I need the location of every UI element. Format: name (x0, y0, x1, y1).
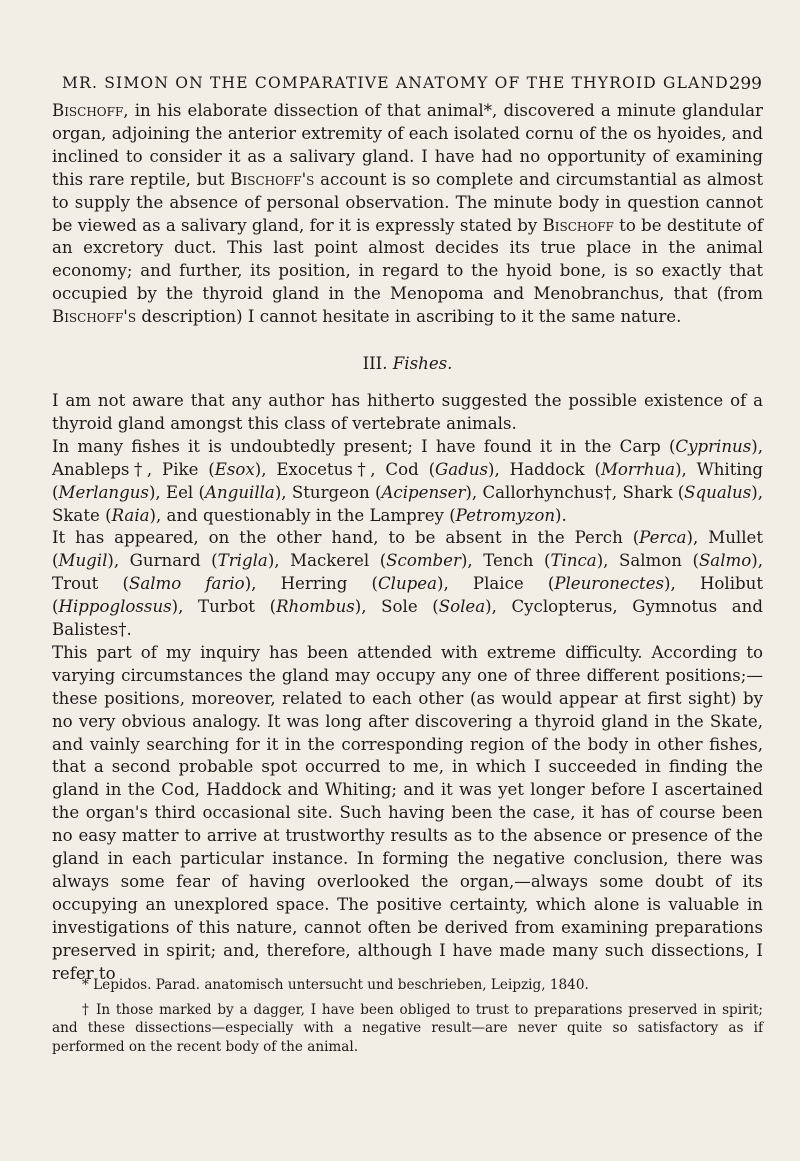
latin-name: Gadus (435, 459, 489, 479)
footnote-dagger: † In those marked by a dagger, I have been obliged to trust to preparations preserved in spirit; and these dissections—especially with a negative result—are never quite so satisfactory as if performed on the recent body of the animal. (52, 1001, 763, 1055)
paragraph-absent (52, 527, 763, 642)
text-run: ), Turbot ( (171, 597, 277, 617)
running-title: MR. SIMON ON THE COMPARATIVE ANATOMY OF THE THYROID GLAND. (62, 74, 735, 92)
latin-name: Raia (111, 505, 150, 525)
latin-name: Merlangus (58, 482, 149, 502)
latin-name: Anguilla (205, 482, 275, 502)
text-run: account is so complete and circumstantial as almost to supply the absence of personal observation. The minute body in question cannot be viewed as a salivary gland, for it is expressly stated by (52, 169, 763, 235)
text-run: ), Salmon ( (596, 551, 699, 571)
paragraph-bischoff (52, 100, 763, 329)
latin-name: Esox (214, 459, 255, 479)
text-run: ), Exocetus†, Cod ( (254, 459, 436, 479)
text-run: ), Whiting ( (52, 459, 764, 502)
text-run: ), Cyclopterus, Gymnotus and Balistes†. (52, 597, 763, 640)
latin-name: Solea (438, 597, 486, 617)
latin-name: Squalus (684, 482, 752, 502)
section-heading (52, 353, 763, 376)
text-run: ), Sole ( (354, 597, 439, 617)
paragraph-intro: I am not aware that any author has hitherto suggested the possible existence of a thyroid gland amongst this class of vertebrate animals. (52, 390, 763, 433)
text-run: ), Eel ( (148, 482, 206, 502)
text-run: ), Anableps†, Pike ( (52, 436, 763, 479)
latin-name: Trigla (217, 551, 268, 571)
author-name: Bischoff (542, 215, 614, 235)
latin-name: Scomber (386, 551, 461, 571)
text-run: ), Callorhynchus†, Shark ( (465, 482, 685, 502)
page-number: 299 (729, 74, 762, 94)
text-run: ), and questionably in the Lamprey ( (149, 505, 456, 525)
text-run: description) I cannot hesitate in ascribing to it the same nature. (136, 307, 682, 327)
latin-name: Pleuronectes (554, 574, 665, 594)
text-run: ), Herring ( (244, 574, 378, 594)
text-run: ), Holibut ( (52, 574, 763, 617)
text-run: It has appeared, on the other hand, to be absent in the Perch ( (52, 528, 640, 548)
text-run: ), Trout ( (52, 551, 763, 594)
text-run: In many fishes it is undoubtedly present; I have found it in the Carp ( (52, 436, 676, 456)
text-run: ), Tench ( (460, 551, 551, 571)
latin-name: Cyprinus (675, 436, 752, 456)
latin-name: Clupea (377, 574, 438, 594)
author-name: Bischoff (52, 101, 124, 120)
text-run: ), Haddock ( (488, 459, 601, 479)
footnotes (52, 976, 763, 1056)
latin-name: Perca (639, 528, 687, 548)
text-run: to be destitute of an excretory duct. This last point almost decides its true place in the animal economy; and further, its position, in regard to the hyoid bone, is so exactly that occupied by the thyroid gland in the Menopoma and Menobranchus, that (from (52, 215, 764, 304)
section-number: III. (362, 354, 388, 374)
latin-name: Acipenser (381, 482, 466, 502)
latin-name: Salmo fario (128, 574, 245, 594)
paragraph-present (52, 436, 763, 528)
body-text (52, 100, 763, 986)
latin-name: Hippoglossus (58, 597, 172, 617)
latin-name: Rhombus (276, 597, 355, 617)
text-run: ). (555, 505, 567, 525)
latin-name: Petromyzon (455, 505, 556, 525)
text-run: ), Skate ( (52, 482, 764, 525)
text-run: ), Sturgeon ( (274, 482, 382, 502)
text-run: , in his elaborate dissection of that animal*, discovered a minute glandular organ, adjoining the anterior extremity of each isolated cornu of the os hyoides, and inclined to consider it as a salivary gland. I have had no opportunity of examining this rare reptile, but (52, 101, 763, 189)
author-name: Bischoff's (52, 307, 137, 327)
section-title: Fishes. (392, 354, 453, 374)
text-run: ), Gurnard ( (107, 551, 218, 571)
text-run: ), Mackerel ( (267, 551, 387, 571)
latin-name: Mugil (58, 551, 108, 571)
footnote-asterisk: * Lepidos. Parad. anatomisch untersucht und beschrieben, Leipzig, 1840. (82, 977, 589, 993)
text-run: ), Mullet ( (52, 528, 763, 571)
latin-name: Tinca (550, 551, 597, 571)
author-name: Bischoff's (230, 169, 315, 189)
latin-name: Salmo (698, 551, 752, 571)
latin-name: Morrhua (600, 459, 676, 479)
running-header (62, 74, 762, 92)
paragraph-difficulty: This part of my inquiry has been attended with extreme difficulty. According to varying circumstances the gland may occupy any one of three different positions;— these positions, moreover, related to each other (as would appear at first sight) by no very obvious analogy. It was long after discovering a thyroid gland in the Skate, and vainly searching for it in the corresponding region of the body in other fishes, that a second probable spot occurred to me, in which I succeeded in finding the gland in the Cod, Haddock and Whiting; and it was yet longer before I ascertained the organ's third occasional site. Such having been the case, it has of course been no easy matter to arrive at trustworthy results as to the absence or presence of the gland in each particular instance. In forming the negative conclusion, there was always some fear of having overlooked the organ,—always some doubt of its occupying an unexplored space. The positive certainty, which alone is valuable in investigations of this nature, cannot often be derived from examining preparations preserved in spirit; and, therefore, although I have made many such dissections, I refer to (52, 642, 763, 983)
text-run: ), Plaice ( (437, 574, 555, 594)
